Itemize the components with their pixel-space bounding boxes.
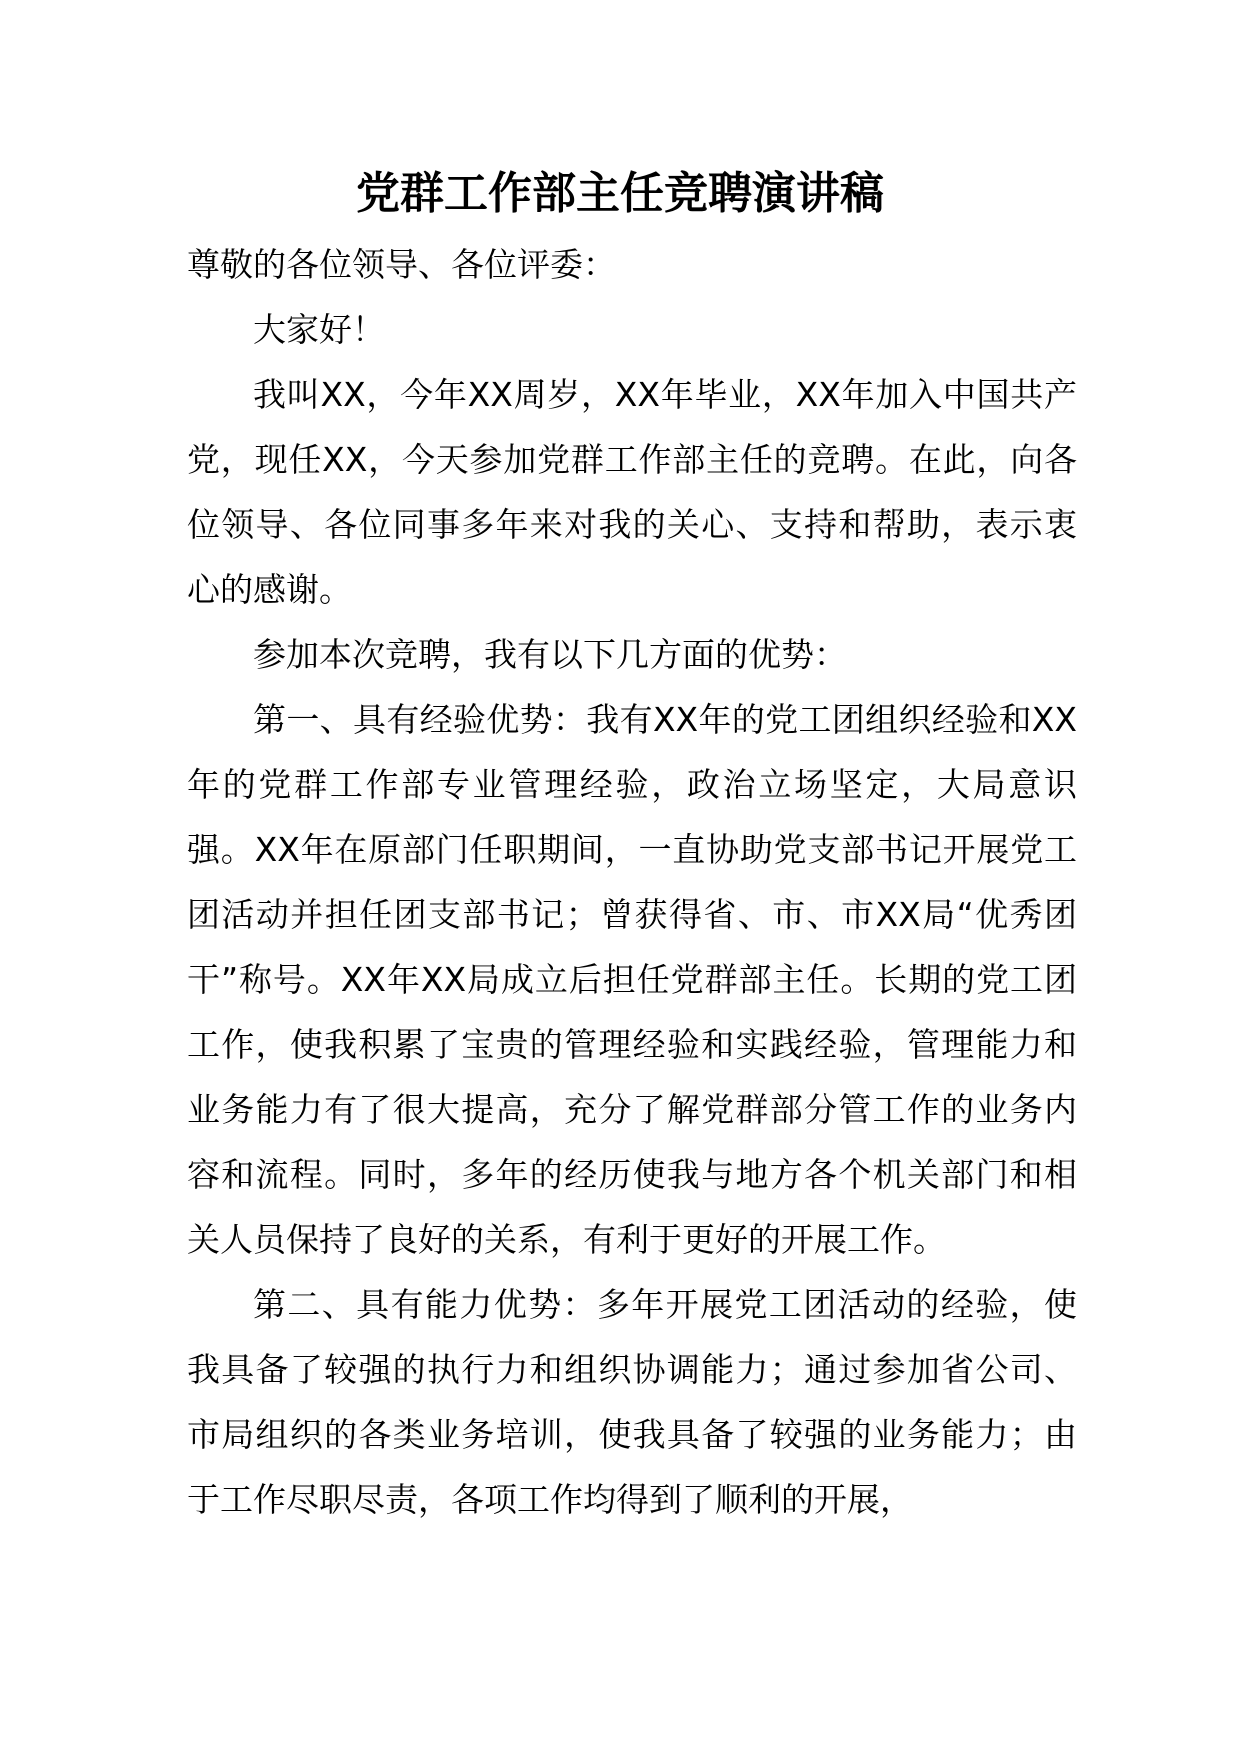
paragraph-greeting: 大家好！: [253, 310, 385, 349]
paragraph-advantages-intro: 参加本次竞聘，我有以下几方面的优势：: [253, 635, 847, 674]
paragraph-experience-advantage: 第一、具有经验优势：我有XX年的党工团组织经验和XX年的党群工作部专业管理经验，政治立场坚定，大局意识强。XX年在原部门任职期间，一直协助党支部书记开展党工团活动并担任团支部书记；曾获得省、市、市XX局“优秀团干”称号。XX年XX局成立后担任党群部主任。长期的党工团工作，使我积累了宝贵的管理经验和实践经验，管理能力和业务能力有了很大提高，充分了解党群部分管工作的业务内容和流程。同时，多年的经历使我与地方各个机关部门和相关人员保持了良好的关系，有利于更好的开展工作。: [187, 700, 1077, 1259]
paragraph-introduction: 我叫XX，今年XX周岁，XX年毕业，XX年加入中国共产党，现任XX，今天参加党群工作部主任的竞聘。在此，向各位领导、各位同事多年来对我的关心、支持和帮助，表示衷心的感谢。: [187, 375, 1077, 609]
paragraph-ability-advantage: 第二、具有能力优势：多年开展党工团活动的经验，使我具备了较强的执行力和组织协调能力；通过参加省公司、市局组织的各类业务培训，使我具备了较强的业务能力；由于工作尽职尽责，各项工作均得到了顺利的开展，: [187, 1285, 1077, 1519]
document-title: 党群工作部主任竞聘演讲稿: [356, 168, 884, 219]
salutation: 尊敬的各位领导、各位评委：: [187, 245, 616, 284]
document-body: [187, 232, 1077, 1532]
